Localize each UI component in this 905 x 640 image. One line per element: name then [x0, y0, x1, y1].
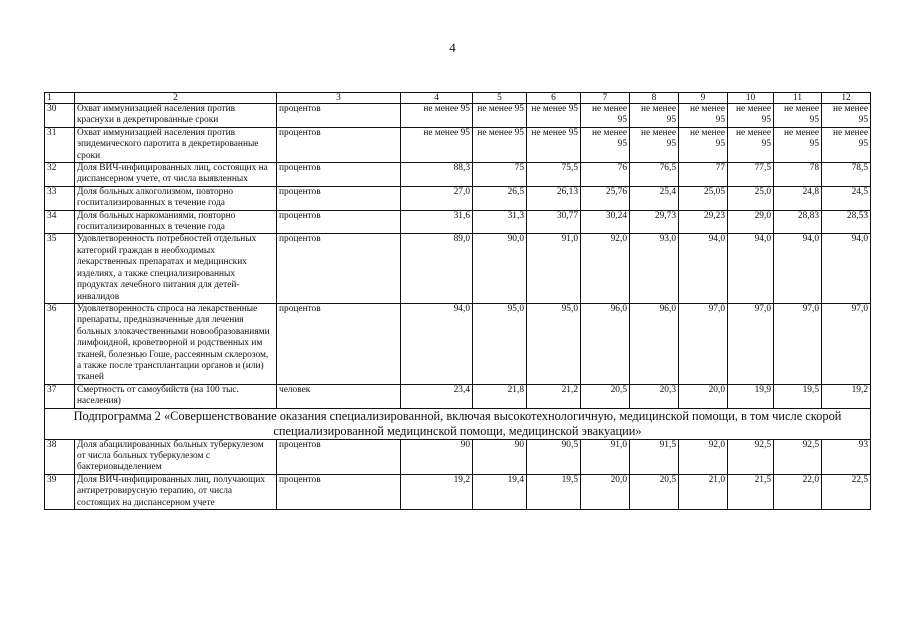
table-row: [45, 163, 871, 187]
subprogram-title: Подпрограмма 2 «Совершенствование оказания специализированной, включая высокотехнологичную, медицинской помощи, в том числе скорой специализированной медицинской помощи, медицинской эвакуации»: [45, 408, 871, 439]
value-cell: 20,3: [630, 384, 679, 408]
header-row: [45, 93, 871, 104]
value-cell: 20,5: [630, 474, 679, 509]
value-cell: 76: [581, 163, 630, 187]
value-cell: 21,2: [527, 384, 581, 408]
unit-cell: процентов: [277, 474, 401, 509]
unit-cell: процентов: [277, 303, 401, 384]
value-cell: 28,53: [822, 210, 871, 234]
table-row: [45, 104, 871, 128]
value-cell: 24,8: [774, 186, 822, 210]
value-cell: 88,3: [401, 163, 473, 187]
header-cell: 5: [473, 93, 527, 104]
value-cell: не менее 95: [774, 127, 822, 162]
unit-cell: процентов: [277, 127, 401, 162]
value-cell: не менее 95: [401, 127, 473, 162]
header-cell: 7: [581, 93, 630, 104]
value-cell: 23,4: [401, 384, 473, 408]
unit-cell: процентов: [277, 186, 401, 210]
unit-cell: процентов: [277, 210, 401, 234]
indicator-name: Доля абацилированных больных туберкулезом от числа больных туберкулезом с бактериовыделением: [75, 439, 277, 474]
value-cell: 25,0: [728, 186, 774, 210]
value-cell: 90: [401, 439, 473, 474]
value-cell: 30,77: [527, 210, 581, 234]
value-cell: 94,0: [728, 234, 774, 303]
value-cell: не менее 95: [401, 104, 473, 128]
header-cell: 4: [401, 93, 473, 104]
row-number: 39: [45, 474, 75, 509]
value-cell: 24,5: [822, 186, 871, 210]
value-cell: 97,0: [728, 303, 774, 384]
indicator-name: Доля ВИЧ-инфицированных лиц, состоящих на диспансерном учете, от числа выявленных: [75, 163, 277, 187]
value-cell: 97,0: [679, 303, 728, 384]
value-cell: 94,0: [401, 303, 473, 384]
value-cell: не менее 95: [630, 104, 679, 128]
value-cell: 78,5: [822, 163, 871, 187]
value-cell: 26,5: [473, 186, 527, 210]
row-number: 34: [45, 210, 75, 234]
value-cell: 19,9: [728, 384, 774, 408]
value-cell: 94,0: [774, 234, 822, 303]
value-cell: 90: [473, 439, 527, 474]
row-number: 33: [45, 186, 75, 210]
indicator-name: Доля ВИЧ-инфицированных лиц, получающих антиретровирусную терапию, от числа состоящих на диспансерном учете: [75, 474, 277, 509]
value-cell: 21,5: [728, 474, 774, 509]
table-row: [45, 439, 871, 474]
value-cell: не менее 95: [728, 127, 774, 162]
value-cell: не менее 95: [473, 104, 527, 128]
value-cell: 31,6: [401, 210, 473, 234]
value-cell: 89,0: [401, 234, 473, 303]
table-row: [45, 384, 871, 408]
indicator-name: Удовлетворенность потребностей отдельных категорий граждан в необходимых лекарственных препаратах и медицинских изделиях, а также специализированных продуктах лечебного питания для детей-инвалидов: [75, 234, 277, 303]
value-cell: 75: [473, 163, 527, 187]
header-cell: 2: [75, 93, 277, 104]
row-number: 32: [45, 163, 75, 187]
value-cell: 92,5: [728, 439, 774, 474]
value-cell: 27,0: [401, 186, 473, 210]
subprogram-header: [45, 408, 871, 439]
value-cell: 29,23: [679, 210, 728, 234]
value-cell: 22,5: [822, 474, 871, 509]
value-cell: не менее 95: [679, 127, 728, 162]
indicator-name: Смертность от самоубийств (на 100 тыс. населения): [75, 384, 277, 408]
table-row: [45, 186, 871, 210]
row-number: 30: [45, 104, 75, 128]
value-cell: 77,5: [728, 163, 774, 187]
unit-cell: процентов: [277, 439, 401, 474]
row-number: 31: [45, 127, 75, 162]
indicator-name: Доля больных наркоманиями, повторно госпитализированных в течение года: [75, 210, 277, 234]
value-cell: не менее 95: [822, 127, 871, 162]
value-cell: 21,0: [679, 474, 728, 509]
header-cell: 11: [774, 93, 822, 104]
indicator-name: Доля больных алкоголизмом, повторно госпитализированных в течение года: [75, 186, 277, 210]
value-cell: 21,8: [473, 384, 527, 408]
value-cell: не менее 95: [473, 127, 527, 162]
value-cell: не менее 95: [630, 127, 679, 162]
value-cell: не менее 95: [581, 104, 630, 128]
header-cell: 1: [45, 93, 75, 104]
value-cell: 91,0: [581, 439, 630, 474]
value-cell: 97,0: [822, 303, 871, 384]
value-cell: 90,0: [473, 234, 527, 303]
unit-cell: процентов: [277, 163, 401, 187]
value-cell: 76,5: [630, 163, 679, 187]
unit-cell: человек: [277, 384, 401, 408]
value-cell: 96,0: [581, 303, 630, 384]
page-number: 4: [449, 40, 456, 55]
value-cell: 91,5: [630, 439, 679, 474]
value-cell: не менее 95: [679, 104, 728, 128]
value-cell: 75,5: [527, 163, 581, 187]
header-cell: 12: [822, 93, 871, 104]
indicator-name: Охват иммунизацией населения против эпидемического паротита в декретированные сроки: [75, 127, 277, 162]
row-number: 35: [45, 234, 75, 303]
table-row: [45, 234, 871, 303]
value-cell: 96,0: [630, 303, 679, 384]
value-cell: 95,0: [527, 303, 581, 384]
table-row: [45, 303, 871, 384]
unit-cell: процентов: [277, 234, 401, 303]
value-cell: 77: [679, 163, 728, 187]
indicator-name: Удовлетворенность спроса на лекарственные препараты, предназначенные для лечения больных злокачественными новообразованиями лимфоидной, кроветворной и родственных им тканей, болезнью Гоше, рассеянным склерозом, а также после трансплантации органов и (или) тканей: [75, 303, 277, 384]
header-cell: 9: [679, 93, 728, 104]
subprogram-row: [45, 408, 871, 439]
table-row: [45, 127, 871, 162]
value-cell: 20,0: [679, 384, 728, 408]
value-cell: 25,76: [581, 186, 630, 210]
value-cell: 93: [822, 439, 871, 474]
value-cell: не менее 95: [774, 104, 822, 128]
value-cell: 25,05: [679, 186, 728, 210]
value-cell: 93,0: [630, 234, 679, 303]
table-row: [45, 474, 871, 509]
value-cell: 90,5: [527, 439, 581, 474]
row-number: 38: [45, 439, 75, 474]
indicator-name: Охват иммунизацией населения против краснухи в декретированные сроки: [75, 104, 277, 128]
value-cell: 97,0: [774, 303, 822, 384]
table-row: [45, 210, 871, 234]
value-cell: 94,0: [822, 234, 871, 303]
value-cell: 22,0: [774, 474, 822, 509]
value-cell: 19,5: [527, 474, 581, 509]
value-cell: 19,2: [822, 384, 871, 408]
value-cell: 25,4: [630, 186, 679, 210]
value-cell: 92,5: [774, 439, 822, 474]
value-cell: не менее 95: [728, 104, 774, 128]
value-cell: 92,0: [679, 439, 728, 474]
header-cell: 6: [527, 93, 581, 104]
row-number: 37: [45, 384, 75, 408]
table-header: [45, 93, 871, 104]
header-cell: 3: [277, 93, 401, 104]
value-cell: 30,24: [581, 210, 630, 234]
value-cell: 28,83: [774, 210, 822, 234]
value-cell: не менее 95: [822, 104, 871, 128]
row-number: 36: [45, 303, 75, 384]
value-cell: не менее 95: [527, 104, 581, 128]
value-cell: 92,0: [581, 234, 630, 303]
value-cell: 20,5: [581, 384, 630, 408]
value-cell: 19,5: [774, 384, 822, 408]
value-cell: 29,73: [630, 210, 679, 234]
value-cell: 20,0: [581, 474, 630, 509]
value-cell: 78: [774, 163, 822, 187]
value-cell: 19,2: [401, 474, 473, 509]
value-cell: 31,3: [473, 210, 527, 234]
value-cell: 26,13: [527, 186, 581, 210]
table-body-subprogram-2: [45, 439, 871, 509]
value-cell: не менее 95: [581, 127, 630, 162]
header-cell: 10: [728, 93, 774, 104]
value-cell: 95,0: [473, 303, 527, 384]
value-cell: не менее 95: [527, 127, 581, 162]
value-cell: 19,4: [473, 474, 527, 509]
value-cell: 91,0: [527, 234, 581, 303]
indicators-table: [44, 92, 871, 510]
unit-cell: процентов: [277, 104, 401, 128]
value-cell: 94,0: [679, 234, 728, 303]
table-body-subprogram-1: [45, 104, 871, 409]
header-cell: 8: [630, 93, 679, 104]
value-cell: 29,0: [728, 210, 774, 234]
